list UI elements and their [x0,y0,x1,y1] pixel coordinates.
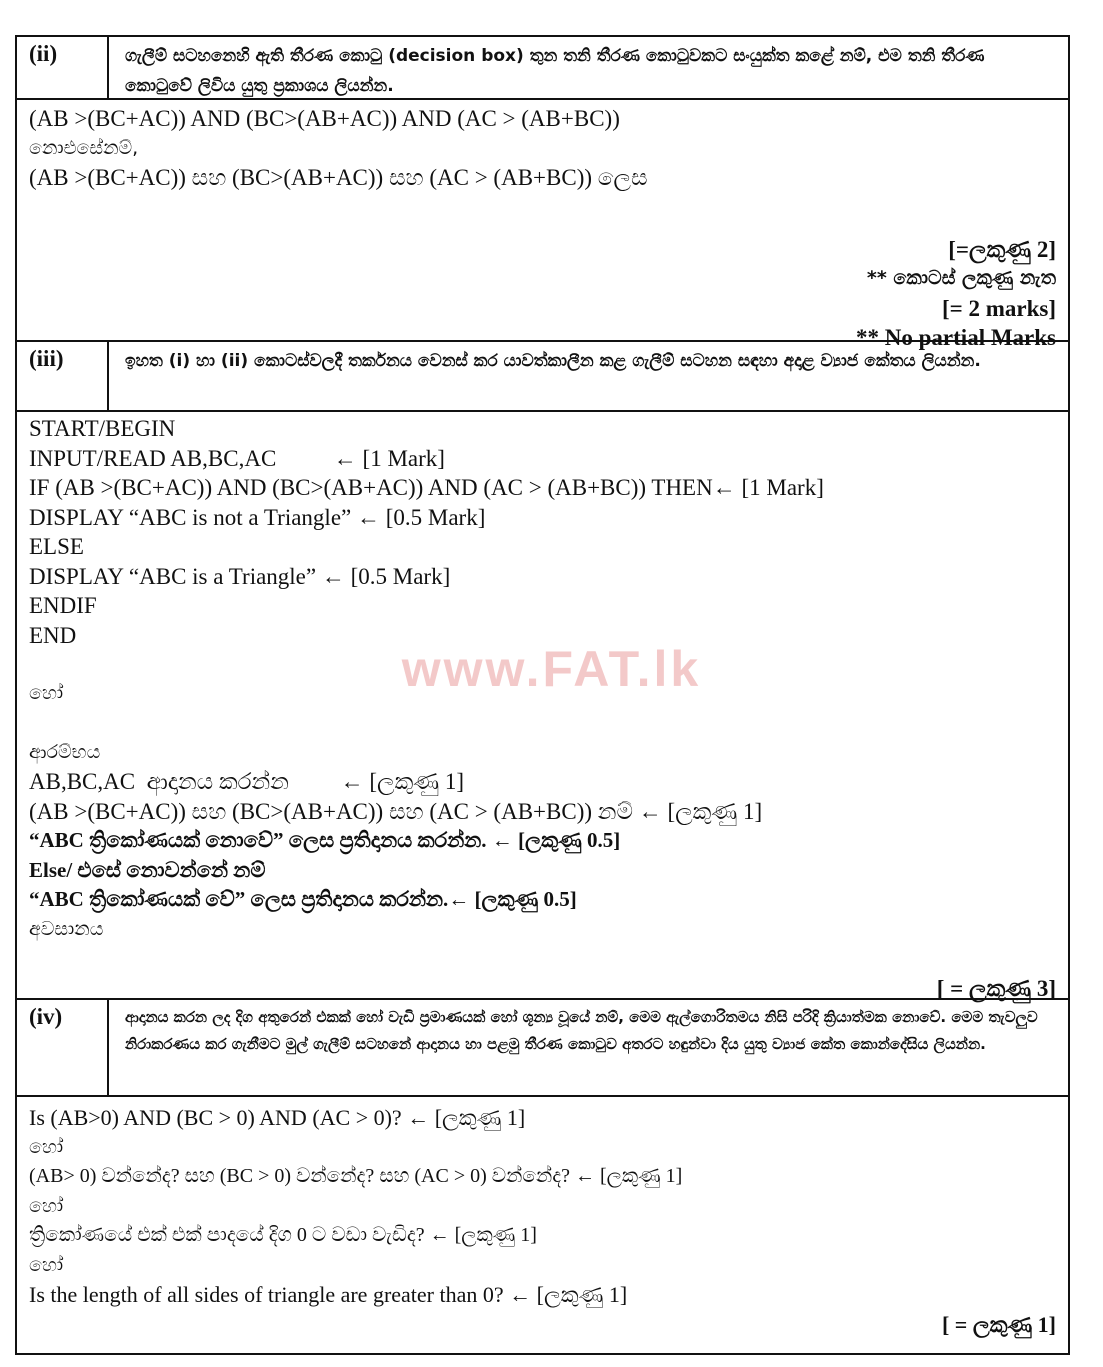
question-number: (ii) [17,37,109,98]
partial-marks-note: ** කොටස් ලකුණු නැත [866,267,1056,289]
pseudocode-line: START/BEGIN [29,416,176,441]
question-prompt: ගැලීම් සටහනෙහි ඇති තීරණ කොටු (decision box) තුන තනි තීරණ කොටුවකට සංයුක්ත කළේ නම්, එම තනි තීරණ කොටුවේ ලිවිය යුතු ප්‍රකාශය ලියන්න. [125,46,985,96]
question-number: (iv) [17,1000,109,1095]
or-text: හෝ [29,1135,64,1158]
marking-scheme-page [15,35,1070,1355]
answer-line: Is (AB>0) AND (BC > 0) AND (AC > 0)? ← [ලකුණු 1] [29,1105,526,1130]
answer-line: Is the length of all sides of triangle are greater than 0? ← [ලකුණු 1] [29,1282,628,1307]
question-number: (iii) [17,342,109,410]
question-iv-answer [17,1097,1068,1353]
question-ii-answer [17,100,1068,350]
pseudocode-line: INPUT/READ AB,BC,AC ← [1 Mark] [29,445,445,471]
pseudocode-line: “ABC ත්‍රිකෝණයක් නොවේ” ලෙස ප්‍රතිදානය කරන්න. ← [ලකුණු 0.5] [29,828,621,852]
answer-line: ත්‍රිකෝණයේ එක් එක් පාදයේ දිග 0 ට වඩා වැඩිද? ← [ලකුණු 1] [29,1224,537,1246]
pseudocode-line: අවසානය [29,917,104,940]
answer-line: (AB >(BC+AC)) AND (BC>(AB+AC)) AND (AC > (AB+BC)) [29,106,620,131]
pseudocode-line: DISPLAY “ABC is a Triangle” ← [0.5 Mark] [29,563,451,589]
marks-label: [=ලකුණු 2] [948,236,1056,262]
question-iii-answer [17,412,1068,1000]
pseudocode-line: DISPLAY “ABC is not a Triangle” ← [0.5 Mark] [29,504,486,530]
pseudocode-line: ENDIF [29,593,97,618]
pseudocode-line: “ABC ත්‍රිකෝණයක් වේ” ලෙස ප්‍රතිදානය කරන්න.← [ලකුණු 0.5] [29,887,577,911]
pseudocode-line: ආරම්භය [29,740,101,763]
or-text: හෝ [29,682,64,704]
pseudocode-line: (AB >(BC+AC)) සහ (BC>(AB+AC)) සහ (AC > (AB+BC)) නම් ← [ලකුණු 1] [29,798,763,824]
question-prompt: ඉහත (i) හා (ii) කොටස්වලදී තර්කනය වෙනස් කර යාවත්කාලීන කළ ගැලීම් සටහන සඳහා අදාළ ව්‍යාජ කේතය ලියන්න. [125,351,981,371]
pseudocode-line: END [29,622,77,648]
or-text: හෝ [29,1253,64,1276]
question-iii-header [17,342,1068,412]
marks-label: [ = ලකුණු 3] [936,976,1056,1001]
answer-line: (AB >(BC+AC)) සහ (BC>(AB+AC)) සහ (AC > (AB+BC)) ලෙස [29,165,648,190]
question-prompt: ආදානය කරන ලද දිග අතුරෙන් එකක් හෝ වැඩි ප්‍රමාණයක් හෝ ශූන්‍ය වූයේ නම්, මෙම ඇල්ගොරිතමය නිසි පරිදි ක්‍රියාත්මක නොවේ. මෙම තැවලුව නිරාකරණය කර ගැනීමට මුල් ගැලීම් සටහනේ ආදානය හා පළමු තීරණ කොටුව අතරට හඳුන්වා දිය යුතු ව්‍යාජ කේත කොන්දේසිය ලියන්න. [125,1008,1038,1053]
watermark: www.FAT.lk [401,641,702,697]
pseudocode-line: AB,BC,AC ආදානය කරන්න ← [ලකුණු 1] [29,769,465,794]
or-text: හෝ [29,1194,64,1217]
marks-label: [= 2 marks] [941,295,1056,321]
answer-line: (AB> 0) වන්නේද? සහ (BC > 0) වන්නේද? සහ (AC > 0) වන්නේද? ← [ලකුණු 1] [29,1165,683,1187]
pseudocode-line: Else/ එසේ නොවන්නේ නම් [29,857,266,882]
marks-label: [ = ලකුණු 1] [941,1311,1056,1337]
pseudocode-line: ELSE [29,534,84,559]
pseudocode-line: IF (AB >(BC+AC)) AND (BC>(AB+AC)) AND (AC > (AB+BC)) THEN← [1 Mark] [29,475,824,500]
partial-marks-note: ** No partial Marks [856,325,1056,350]
question-iv-header [17,1000,1068,1097]
or-text: නොඑසේනම්, [29,136,139,159]
question-ii-header [17,37,1068,100]
